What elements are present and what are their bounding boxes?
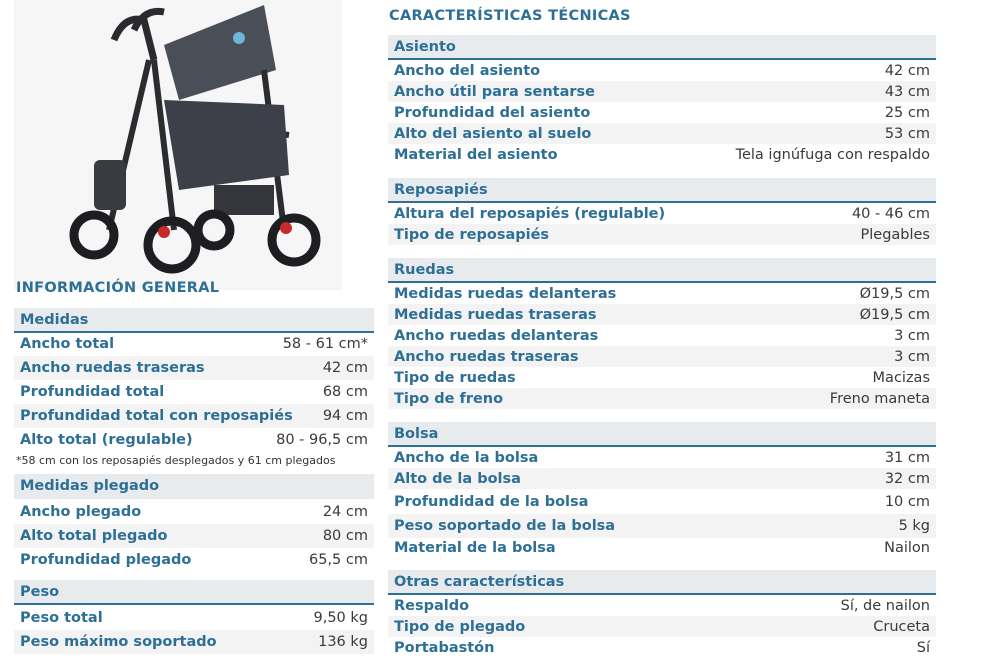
table-row bbox=[388, 325, 936, 346]
row-value: Sí, de nailon bbox=[840, 597, 930, 614]
row-value: 80 - 96,5 cm bbox=[276, 431, 368, 448]
row-label: Altura del reposapiés (regulable) bbox=[394, 205, 666, 222]
group-header-asiento: Asiento bbox=[388, 35, 936, 60]
table-row bbox=[388, 388, 936, 409]
row-label: Alto total plegado bbox=[20, 527, 168, 544]
table-row bbox=[14, 630, 374, 654]
product-image-rollator bbox=[14, 0, 342, 290]
row-label: Respaldo bbox=[394, 597, 470, 614]
table-row bbox=[388, 468, 936, 489]
row-label: Material del asiento bbox=[394, 146, 558, 163]
group-header-ruedas: Ruedas bbox=[388, 258, 936, 283]
row-label: Ancho de la bolsa bbox=[394, 449, 539, 466]
table-row bbox=[14, 380, 374, 404]
row-value: 5 kg bbox=[898, 517, 930, 534]
row-value: 3 cm bbox=[894, 327, 930, 344]
row-value: 53 cm bbox=[884, 125, 930, 142]
table-row bbox=[388, 203, 936, 224]
row-label: Ancho total bbox=[20, 335, 115, 352]
row-label: Peso máximo soportado bbox=[20, 633, 217, 650]
row-value: Sí bbox=[916, 639, 930, 656]
table-row bbox=[14, 500, 374, 524]
row-label: Ancho plegado bbox=[20, 503, 142, 520]
row-label: Portabastón bbox=[394, 639, 495, 656]
row-value: 65,5 cm bbox=[309, 551, 368, 568]
table-row bbox=[388, 60, 936, 81]
row-value: 32 cm bbox=[884, 470, 930, 487]
row-value: Freno maneta bbox=[829, 390, 930, 407]
table-row bbox=[388, 81, 936, 102]
row-label: Profundidad de la bolsa bbox=[394, 493, 589, 510]
row-value: 42 cm bbox=[322, 359, 368, 376]
row-value: Cruceta bbox=[873, 618, 930, 635]
technical-title: CARACTERÍSTICAS TÉCNICAS bbox=[389, 8, 631, 24]
row-value: 94 cm bbox=[322, 407, 368, 424]
row-label: Tipo de reposapiés bbox=[394, 226, 550, 243]
row-label: Alto total (regulable) bbox=[20, 431, 193, 448]
table-row bbox=[388, 616, 936, 637]
row-label: Ancho ruedas delanteras bbox=[394, 327, 599, 344]
table-row bbox=[388, 490, 936, 514]
row-value: 43 cm bbox=[884, 83, 930, 100]
row-label: Alto de la bolsa bbox=[394, 470, 521, 487]
row-value: 24 cm bbox=[322, 503, 368, 520]
row-value: 42 cm bbox=[884, 62, 930, 79]
group-header-bolsa: Bolsa bbox=[388, 422, 936, 447]
row-value: 58 - 61 cm* bbox=[282, 335, 368, 352]
table-row bbox=[388, 304, 936, 325]
row-value: Nailon bbox=[884, 539, 930, 556]
row-label: Profundidad total con reposapiés bbox=[20, 407, 293, 424]
row-label: Medidas ruedas delanteras bbox=[394, 285, 617, 302]
row-value: Ø19,5 cm bbox=[859, 285, 930, 302]
row-value: 9,50 kg bbox=[313, 609, 368, 626]
table-row bbox=[388, 123, 936, 144]
row-value: Plegables bbox=[860, 226, 930, 243]
row-label: Ancho útil para sentarse bbox=[394, 83, 595, 100]
group-header-medidas: Medidas bbox=[14, 308, 374, 333]
general-title: INFORMACIÓN GENERAL bbox=[16, 280, 220, 296]
row-value: 136 kg bbox=[318, 633, 368, 650]
table-row bbox=[388, 144, 936, 165]
row-label: Alto del asiento al suelo bbox=[394, 125, 592, 142]
footnote: *58 cm con los reposapiés desplegados y 61 cm plegados bbox=[16, 454, 336, 467]
row-value: 40 - 46 cm bbox=[851, 205, 930, 222]
row-value: 10 cm bbox=[884, 493, 930, 510]
row-label: Ancho del asiento bbox=[394, 62, 541, 79]
table-row bbox=[388, 346, 936, 367]
row-label: Profundidad total bbox=[20, 383, 165, 400]
table-row bbox=[14, 356, 374, 380]
table-row bbox=[14, 428, 374, 452]
table-row bbox=[388, 595, 936, 616]
table-row bbox=[388, 447, 936, 468]
table-row bbox=[388, 283, 936, 304]
row-label: Tipo de ruedas bbox=[394, 369, 516, 386]
row-value: 68 cm bbox=[322, 383, 368, 400]
table-row bbox=[388, 224, 936, 245]
row-value: Ø19,5 cm bbox=[859, 306, 930, 323]
row-value: Macizas bbox=[872, 369, 930, 386]
group-header-medidas-plegado: Medidas plegado bbox=[14, 474, 374, 499]
table-row bbox=[388, 637, 936, 658]
table-row bbox=[388, 102, 936, 123]
row-label: Peso total bbox=[20, 609, 103, 626]
row-label: Tipo de plegado bbox=[394, 618, 526, 635]
group-header-reposapies: Reposapiés bbox=[388, 178, 936, 203]
row-label: Profundidad plegado bbox=[20, 551, 192, 568]
row-value: 3 cm bbox=[894, 348, 930, 365]
group-header-peso: Peso bbox=[14, 580, 374, 605]
row-label: Peso soportado de la bolsa bbox=[394, 517, 616, 534]
row-value: 25 cm bbox=[884, 104, 930, 121]
table-row bbox=[388, 537, 936, 558]
table-row bbox=[388, 367, 936, 388]
row-value: Tela ignúfuga con respaldo bbox=[735, 146, 930, 163]
table-row bbox=[14, 548, 374, 572]
row-label: Tipo de freno bbox=[394, 390, 504, 407]
table-row bbox=[14, 606, 374, 630]
row-value: 80 cm bbox=[322, 527, 368, 544]
row-label: Ancho ruedas traseras bbox=[394, 348, 579, 365]
row-label: Material de la bolsa bbox=[394, 539, 556, 556]
row-label: Ancho ruedas traseras bbox=[20, 359, 205, 376]
table-row bbox=[14, 404, 374, 428]
table-row bbox=[388, 514, 936, 538]
row-label: Profundidad del asiento bbox=[394, 104, 591, 121]
row-label: Medidas ruedas traseras bbox=[394, 306, 597, 323]
group-header-otras: Otras características bbox=[388, 570, 936, 595]
table-row bbox=[14, 524, 374, 548]
table-row bbox=[14, 332, 374, 356]
row-value: 31 cm bbox=[884, 449, 930, 466]
